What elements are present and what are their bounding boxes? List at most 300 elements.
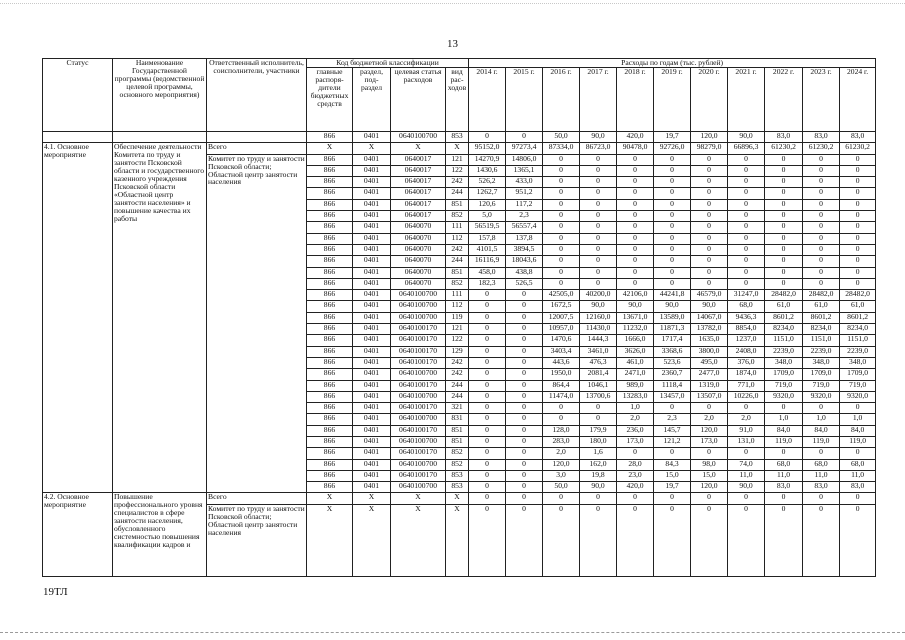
table-cell: X <box>391 504 446 576</box>
table-cell: 0 <box>469 369 506 380</box>
table-cell: 242 <box>446 244 469 255</box>
table-cell: 112 <box>446 233 469 244</box>
table-cell: 9436,3 <box>728 312 765 323</box>
table-cell: 2471,0 <box>617 369 654 380</box>
table-cell: 0 <box>691 154 728 165</box>
table-cell: 866 <box>307 346 353 357</box>
table-cell: 0 <box>654 244 691 255</box>
table-cell: 173,0 <box>691 436 728 447</box>
table-cell: 0 <box>765 493 803 504</box>
table-cell: 866 <box>307 357 353 368</box>
table-cell: 0640100170 <box>391 403 446 414</box>
table-cell: 0 <box>543 493 580 504</box>
table-cell: 852 <box>446 459 469 470</box>
table-cell: 11871,3 <box>654 324 691 335</box>
table-cell: 866 <box>307 324 353 335</box>
header-grbs: главные распоря-дители бюджетных средств <box>307 67 353 131</box>
table-cell: 90,0 <box>691 301 728 312</box>
table-cell: 74,0 <box>728 459 765 470</box>
table-cell: 0 <box>728 165 765 176</box>
table-cell: 866 <box>307 459 353 470</box>
table-cell: 719,0 <box>840 380 876 391</box>
table-cell: 13782,0 <box>691 324 728 335</box>
table-cell: 50,0 <box>543 482 580 493</box>
table-cell: 1151,0 <box>840 335 876 346</box>
table-cell: 0 <box>469 425 506 436</box>
table-cell: 15,0 <box>654 470 691 481</box>
table-cell: 0 <box>728 199 765 210</box>
header-year: 2015 г. <box>506 67 543 131</box>
table-cell: 0 <box>803 403 840 414</box>
table-cell: X <box>446 493 469 504</box>
table-cell: 11430,0 <box>580 324 617 335</box>
table-cell: 0 <box>617 233 654 244</box>
table-cell: 866 <box>307 154 353 165</box>
table-cell: 852 <box>446 278 469 289</box>
table-cell: 0 <box>728 267 765 278</box>
header-year: 2018 г. <box>617 67 654 131</box>
table-cell: X <box>446 143 469 154</box>
table-cell: 719,0 <box>765 380 803 391</box>
table-cell: 182,3 <box>469 278 506 289</box>
table-cell: 0 <box>840 278 876 289</box>
table-cell: 2,0 <box>728 414 765 425</box>
table-cell: 90,0 <box>580 301 617 312</box>
table-cell: 0 <box>506 459 543 470</box>
table-cell: 0640070 <box>391 244 446 255</box>
document-code: 19ТЛ <box>43 586 68 598</box>
table-cell: 0 <box>654 278 691 289</box>
table-cell: 42106,0 <box>617 290 654 301</box>
table-cell: 0401 <box>353 211 391 222</box>
table-cell: 0640100700 <box>391 436 446 447</box>
table-cell: 50,0 <box>543 131 580 142</box>
table-cell: 866 <box>307 380 353 391</box>
scan-edge-top <box>0 3 905 5</box>
table-cell: 242 <box>446 177 469 188</box>
table-cell: 2239,0 <box>840 346 876 357</box>
empty-responsible-cell <box>207 131 307 142</box>
table-cell: 3461,0 <box>580 346 617 357</box>
table-cell: 0401 <box>353 403 391 414</box>
table-cell: 0401 <box>353 290 391 301</box>
table-cell: 0 <box>580 256 617 267</box>
table-cell: 13671,0 <box>617 312 654 323</box>
table-cell: 0 <box>803 211 840 222</box>
table-cell: 1874,0 <box>728 369 765 380</box>
table-cell: 121 <box>446 154 469 165</box>
table-cell: 0 <box>803 188 840 199</box>
table-cell: 97273,4 <box>506 143 543 154</box>
table-cell: 1262,7 <box>469 188 506 199</box>
table-cell: 87334,0 <box>543 143 580 154</box>
table-cell: 98,0 <box>691 459 728 470</box>
header-responsible: Ответственный исполнитель, соисполнители, участники <box>207 59 307 132</box>
table-cell: 458,0 <box>469 267 506 278</box>
table-cell: 2,3 <box>654 414 691 425</box>
table-cell: 83,0 <box>765 131 803 142</box>
table-cell: 0 <box>469 290 506 301</box>
table-cell: 866 <box>307 131 353 142</box>
table-cell: 122 <box>446 165 469 176</box>
scan-edge-bottom <box>0 632 905 634</box>
table-cell: 0401 <box>353 470 391 481</box>
table-cell: 3800,0 <box>691 346 728 357</box>
header-target-item: целевая статья расходов <box>391 67 446 131</box>
table-cell: 0 <box>691 199 728 210</box>
table-cell: X <box>307 143 353 154</box>
table-cell: 0 <box>543 211 580 222</box>
table-cell: 0640100170 <box>391 357 446 368</box>
table-cell: 866 <box>307 188 353 199</box>
table-cell: 476,3 <box>580 357 617 368</box>
table-cell: 23,0 <box>617 470 654 481</box>
table-cell: 420,0 <box>617 131 654 142</box>
header-expense-type: вид рас-ходов <box>446 67 469 131</box>
table-cell: 0 <box>617 211 654 222</box>
table-cell: 137,8 <box>506 233 543 244</box>
table-cell: 3894,5 <box>506 244 543 255</box>
table-cell: 283,0 <box>543 436 580 447</box>
table-cell: 0 <box>506 482 543 493</box>
empty-description-cell <box>113 131 207 142</box>
table-cell: 0 <box>840 267 876 278</box>
table-cell: 0 <box>469 470 506 481</box>
table-cell: 120,0 <box>691 131 728 142</box>
table-cell: 0 <box>840 493 876 504</box>
header-year: 2020 г. <box>691 67 728 131</box>
table-cell: 0 <box>580 188 617 199</box>
header-row-1 <box>43 59 876 68</box>
measure-status: 4.2. Основное мероприятие <box>43 493 113 576</box>
table-cell: 0640017 <box>391 211 446 222</box>
table-cell: 2081,4 <box>580 369 617 380</box>
table-cell: 0401 <box>353 278 391 289</box>
table-cell: 10226,0 <box>728 391 765 402</box>
table-cell: 2,3 <box>506 211 543 222</box>
table-cell: 83,0 <box>803 482 840 493</box>
table-cell: 0 <box>765 199 803 210</box>
table-cell: 0 <box>543 233 580 244</box>
table-cell: 0640070 <box>391 267 446 278</box>
table-cell: 0 <box>580 233 617 244</box>
header-expenses-group: Расходы по годам (тыс. рублей) <box>469 59 876 68</box>
table-cell: 0 <box>803 199 840 210</box>
table-cell: 0 <box>803 256 840 267</box>
table-cell: 0 <box>691 222 728 233</box>
table-cell: 0 <box>469 448 506 459</box>
table-cell: 0 <box>506 414 543 425</box>
table-cell: 0401 <box>353 199 391 210</box>
table-cell: 119 <box>446 312 469 323</box>
table-cell: 0640100700 <box>391 131 446 142</box>
table-cell: 84,0 <box>803 425 840 436</box>
table-cell: 84,3 <box>654 459 691 470</box>
table-cell: 0 <box>691 493 728 504</box>
table-cell: 348,0 <box>840 357 876 368</box>
table-cell: 12160,0 <box>580 312 617 323</box>
table-cell: 0 <box>506 324 543 335</box>
table-cell: 0 <box>506 436 543 447</box>
table-cell: 91,0 <box>728 425 765 436</box>
table-cell: 15,0 <box>691 470 728 481</box>
table-cell: 866 <box>307 448 353 459</box>
table-cell: 90,0 <box>728 131 765 142</box>
table-cell: 443,6 <box>543 357 580 368</box>
table-cell: 121 <box>446 324 469 335</box>
table-cell: 8601,2 <box>840 312 876 323</box>
table-cell: 179,9 <box>580 425 617 436</box>
table-cell: 771,0 <box>728 380 765 391</box>
table-cell: 0 <box>765 165 803 176</box>
table-cell: 0 <box>691 256 728 267</box>
table-cell: 0 <box>469 324 506 335</box>
table-cell: 0 <box>543 278 580 289</box>
table-cell: 13283,0 <box>617 391 654 402</box>
table-cell: 0 <box>728 256 765 267</box>
table-cell: 4101,5 <box>469 244 506 255</box>
table-cell: 0 <box>654 154 691 165</box>
table-cell: 14067,0 <box>691 312 728 323</box>
table-cell: 66896,3 <box>728 143 765 154</box>
table-cell: 0 <box>728 222 765 233</box>
table-cell: 0 <box>469 403 506 414</box>
table-cell: 0 <box>617 165 654 176</box>
table-cell: 866 <box>307 403 353 414</box>
table-cell: 0401 <box>353 436 391 447</box>
table-cell: 0 <box>803 267 840 278</box>
table-cell: 8854,0 <box>728 324 765 335</box>
table-cell: 2239,0 <box>765 346 803 357</box>
table-cell: 0 <box>469 357 506 368</box>
header-year: 2014 г. <box>469 67 506 131</box>
responsible-participants: Комитет по труду и занятости Псковской области; Областной центр занятости населения <box>207 504 307 576</box>
table-cell: 0 <box>728 448 765 459</box>
table-cell: 11474,0 <box>543 391 580 402</box>
table-cell: 5,0 <box>469 211 506 222</box>
table-cell: 121,2 <box>654 436 691 447</box>
table-cell: 0 <box>840 504 876 576</box>
table-cell: 866 <box>307 335 353 346</box>
table-cell: 0401 <box>353 267 391 278</box>
table-cell: 1,0 <box>840 414 876 425</box>
table-cell: 1,0 <box>803 414 840 425</box>
table-cell: 0 <box>654 233 691 244</box>
table-cell: 92726,0 <box>654 143 691 154</box>
table-cell: 0 <box>617 504 654 576</box>
table-cell: 8234,0 <box>840 324 876 335</box>
table-cell: 95152,0 <box>469 143 506 154</box>
table-cell: 0 <box>469 312 506 323</box>
table-cell: 0 <box>803 177 840 188</box>
table-cell: 864,4 <box>543 380 580 391</box>
table-cell: 2360,7 <box>654 369 691 380</box>
table-cell: 0 <box>506 346 543 357</box>
table-cell: 0 <box>728 278 765 289</box>
table-cell: 0 <box>840 165 876 176</box>
table-cell: 853 <box>446 131 469 142</box>
table-cell: 0640070 <box>391 222 446 233</box>
table-cell: 495,0 <box>691 357 728 368</box>
table-cell: 13700,6 <box>580 391 617 402</box>
table-cell: 16116,9 <box>469 256 506 267</box>
expenses-table-wrapper <box>42 58 870 577</box>
table-cell: 420,0 <box>617 482 654 493</box>
table-cell: 83,0 <box>803 131 840 142</box>
table-cell: 14806,0 <box>506 154 543 165</box>
table-cell: 2477,0 <box>691 369 728 380</box>
header-section: раздел, под-раздел <box>353 67 391 131</box>
responsible-participants: Комитет по труду и занятости Псковской области; Областной центр занятости населения <box>207 154 307 493</box>
table-cell: 1950,0 <box>543 369 580 380</box>
responsible-total: Всего <box>207 493 307 504</box>
table-cell: 866 <box>307 470 353 481</box>
table-cell: 86723,0 <box>580 143 617 154</box>
table-cell: 0640100170 <box>391 346 446 357</box>
table-cell: 0 <box>765 448 803 459</box>
table-cell: 0 <box>580 199 617 210</box>
table-cell: 3626,0 <box>617 346 654 357</box>
table-cell: 0 <box>617 256 654 267</box>
table-cell: 0 <box>617 493 654 504</box>
table-cell: 145,7 <box>654 425 691 436</box>
table-row <box>43 493 876 504</box>
table-cell: 0640100700 <box>391 290 446 301</box>
table-cell: 866 <box>307 425 353 436</box>
table-cell: 0 <box>469 391 506 402</box>
table-cell: 46579,0 <box>691 290 728 301</box>
table-cell: 0 <box>506 335 543 346</box>
table-cell: 90478,0 <box>617 143 654 154</box>
table-cell: 0 <box>765 211 803 222</box>
table-cell: 0 <box>840 199 876 210</box>
table-cell: 866 <box>307 177 353 188</box>
table-cell: 989,0 <box>617 380 654 391</box>
table-row <box>43 143 876 154</box>
table-cell: 8601,2 <box>765 312 803 323</box>
table-cell: 0 <box>617 188 654 199</box>
table-cell: 0 <box>580 244 617 255</box>
table-cell: 0 <box>691 244 728 255</box>
table-cell: 866 <box>307 312 353 323</box>
table-cell: 951,2 <box>506 188 543 199</box>
table-cell: 0 <box>469 131 506 142</box>
table-cell: 1046,1 <box>580 380 617 391</box>
table-cell: 0 <box>654 199 691 210</box>
table-cell: 376,0 <box>728 357 765 368</box>
table-cell: 0401 <box>353 165 391 176</box>
table-cell: 0 <box>691 448 728 459</box>
table-cell: 242 <box>446 357 469 368</box>
table-cell: 0 <box>840 403 876 414</box>
table-cell: 0 <box>654 504 691 576</box>
table-cell: 11,0 <box>728 470 765 481</box>
table-cell: 0640100700 <box>391 414 446 425</box>
table-cell: 1709,0 <box>765 369 803 380</box>
table-cell: 0 <box>691 267 728 278</box>
table-cell: 1,0 <box>617 403 654 414</box>
table-cell: 90,0 <box>580 131 617 142</box>
table-cell: 0 <box>469 504 506 576</box>
table-cell: 11,0 <box>803 470 840 481</box>
table-cell: 866 <box>307 436 353 447</box>
table-cell: 11232,0 <box>617 324 654 335</box>
table-cell: 244 <box>446 380 469 391</box>
table-cell: 0640100170 <box>391 380 446 391</box>
table-cell: 866 <box>307 233 353 244</box>
table-cell: 0 <box>654 267 691 278</box>
table-cell: 0 <box>840 188 876 199</box>
table-cell: 120,0 <box>691 425 728 436</box>
table-cell: 0 <box>654 403 691 414</box>
table-cell: 866 <box>307 256 353 267</box>
table-cell: 866 <box>307 199 353 210</box>
table-cell: 14270,9 <box>469 154 506 165</box>
table-cell: 0 <box>543 267 580 278</box>
table-cell: 433,0 <box>506 177 543 188</box>
table-cell: 1709,0 <box>840 369 876 380</box>
table-cell: 3403,4 <box>543 346 580 357</box>
table-cell: 1,6 <box>580 448 617 459</box>
table-cell: 68,0 <box>765 459 803 470</box>
table-cell: 0401 <box>353 244 391 255</box>
table-cell: 0401 <box>353 369 391 380</box>
table-cell: 2408,0 <box>728 346 765 357</box>
table-cell: 0 <box>617 278 654 289</box>
table-cell: 0401 <box>353 131 391 142</box>
table-cell: X <box>391 143 446 154</box>
table-cell: 1151,0 <box>765 335 803 346</box>
table-cell: 851 <box>446 267 469 278</box>
table-cell: 119,0 <box>840 436 876 447</box>
header-year: 2023 г. <box>803 67 840 131</box>
table-cell: 0640017 <box>391 177 446 188</box>
table-cell: 1237,0 <box>728 335 765 346</box>
table-cell: 1444,3 <box>580 335 617 346</box>
table-cell: 0 <box>469 414 506 425</box>
table-cell: 461,0 <box>617 357 654 368</box>
table-cell: 61,0 <box>840 301 876 312</box>
table-cell: X <box>307 504 353 576</box>
table-cell: 0640070 <box>391 233 446 244</box>
table-cell: 1365,1 <box>506 165 543 176</box>
table-cell: 1,0 <box>765 414 803 425</box>
table-cell: 0 <box>765 154 803 165</box>
table-cell: 0 <box>469 335 506 346</box>
table-cell: 0 <box>617 448 654 459</box>
table-cell: 866 <box>307 222 353 233</box>
table-cell: 0 <box>543 256 580 267</box>
table-cell: 0 <box>765 267 803 278</box>
table-cell: 0 <box>691 403 728 414</box>
table-cell: 0 <box>469 380 506 391</box>
header-year: 2017 г. <box>580 67 617 131</box>
table-cell: 0 <box>469 459 506 470</box>
table-cell: 0 <box>691 233 728 244</box>
table-cell: 56557,4 <box>506 222 543 233</box>
table-cell: 348,0 <box>765 357 803 368</box>
header-year: 2024 г. <box>840 67 876 131</box>
table-cell: 28482,0 <box>803 290 840 301</box>
table-cell: 0 <box>506 131 543 142</box>
table-cell: X <box>446 504 469 576</box>
table-cell: 0 <box>654 448 691 459</box>
table-cell: 0 <box>580 177 617 188</box>
table-cell: 0401 <box>353 414 391 425</box>
table-cell: 1151,0 <box>803 335 840 346</box>
table-cell: 68,0 <box>728 301 765 312</box>
table-cell: 0 <box>469 301 506 312</box>
